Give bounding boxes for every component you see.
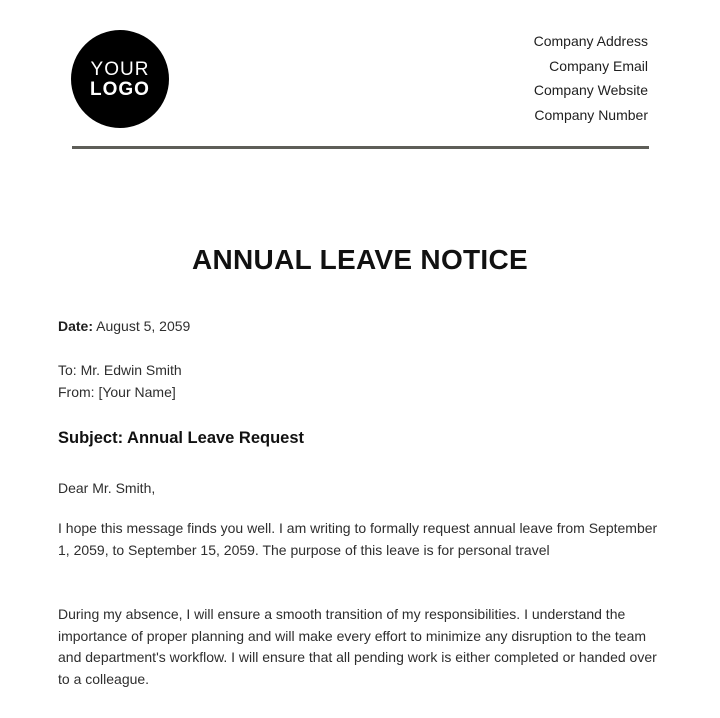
date-line	[58, 318, 190, 334]
paragraph-2: During my absence, I will ensure a smooth transition of my responsibilities. I understand the importance of proper planning and will make every effort to minimize any disruption to the team and department's workflow. I will ensure that all pending work is either completed or handed over to a colleague.	[58, 606, 657, 687]
logo-line-2: LOGO	[90, 78, 150, 100]
company-info	[534, 32, 648, 131]
greeting: Dear Mr. Smith,	[58, 480, 156, 496]
company-address: Company Address	[533, 33, 648, 49]
logo-line-1: YOUR	[90, 58, 150, 80]
sender-line: From: [Your Name]	[58, 384, 176, 400]
date-label: Date:	[58, 318, 94, 334]
recipient-line: To: Mr. Edwin Smith	[58, 362, 182, 378]
company-logo	[71, 30, 169, 128]
date-value: August 5, 2059	[96, 318, 191, 334]
company-website: Company Website	[533, 82, 648, 99]
company-number: Company Number	[534, 107, 648, 124]
header-divider	[72, 146, 649, 149]
company-email: Company Email	[549, 57, 648, 74]
document-title: ANNUAL LEAVE NOTICE	[191, 244, 528, 275]
subject-line: Subject: Annual Leave Request	[58, 429, 305, 447]
paragraph-1: I hope this message finds you well. I am writing to formally request annual leave from September 1, 2059, to September 15, 2059. The purpose of this leave is for personal travel	[58, 520, 658, 558]
